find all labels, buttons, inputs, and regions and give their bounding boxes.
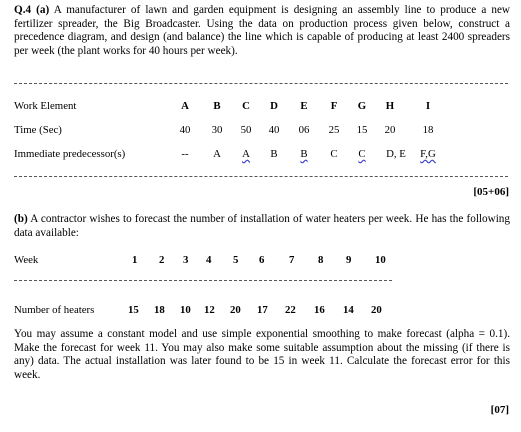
week-5: 5 bbox=[233, 254, 239, 266]
question-b-label: (b) bbox=[14, 213, 28, 225]
row-label-work-element: Work Element bbox=[14, 100, 77, 112]
heaters-week-1: 15 bbox=[128, 304, 139, 316]
heaters-week-10: 20 bbox=[371, 304, 382, 316]
time-e: 06 bbox=[298, 124, 310, 136]
row-label-predecessors: Immediate predecessor(s) bbox=[14, 148, 126, 160]
pred-a: -- bbox=[181, 148, 189, 160]
closing-paragraph: You may assume a constant model and use simple exponential smoothing to make forecast (alpha = 0.1). Make the forecast for week 11. You may also make some suitable assumption about the missing (if there is any) data. The actual installation was later found to be 15 in week 11. Calculate the forecast error for this week. bbox=[14, 328, 510, 381]
element-a: A bbox=[181, 100, 189, 112]
pred-d: B bbox=[270, 148, 278, 160]
pred-c: A bbox=[242, 148, 250, 160]
heaters-week-9: 14 bbox=[343, 304, 354, 316]
marks-part-a: [05+06] bbox=[473, 186, 509, 198]
heaters-week-5: 20 bbox=[230, 304, 241, 316]
divider-week bbox=[14, 280, 392, 281]
element-c: C bbox=[242, 100, 250, 112]
time-f: 25 bbox=[328, 124, 340, 136]
marks-part-b: [07] bbox=[490, 404, 509, 416]
question-a-paragraph bbox=[14, 4, 510, 58]
pred-i: F,G bbox=[420, 148, 436, 160]
time-c: 50 bbox=[240, 124, 252, 136]
week-7: 7 bbox=[289, 254, 295, 266]
divider-middle bbox=[14, 176, 508, 177]
row-label-time: Time (Sec) bbox=[14, 124, 62, 136]
week-2: 2 bbox=[159, 254, 165, 266]
question-b-text: A contractor wishes to forecast the number of installation of water heaters per week. He has the following data available: bbox=[14, 213, 510, 239]
pred-g: C bbox=[358, 148, 366, 160]
element-e: E bbox=[300, 100, 308, 112]
week-10: 10 bbox=[375, 254, 386, 266]
heaters-label: Number of heaters bbox=[14, 304, 95, 316]
question-a-label: Q.4 (a) bbox=[14, 4, 50, 16]
element-d: D bbox=[270, 100, 278, 112]
question-a-text: A manufacturer of lawn and garden equipment is designing an assembly line to produce a new fertilizer spreader, the Big Broadcaster. Using the data on production process given below, construct a precedence diagram, and design (and balance) the line which is capable of producing at least 2400 spreaders per week (the plant works for 40 hours per week). bbox=[14, 4, 511, 57]
heaters-week-6: 17 bbox=[257, 304, 268, 316]
time-g: 15 bbox=[356, 124, 368, 136]
heaters-week-4: 12 bbox=[204, 304, 215, 316]
element-g: G bbox=[357, 100, 367, 112]
pred-b: A bbox=[213, 148, 221, 160]
week-label: Week bbox=[14, 254, 39, 266]
time-i: 18 bbox=[422, 124, 434, 136]
time-b: 30 bbox=[211, 124, 223, 136]
week-8: 8 bbox=[318, 254, 324, 266]
week-3: 3 bbox=[183, 254, 189, 266]
heaters-week-2: 18 bbox=[154, 304, 165, 316]
element-f: F bbox=[330, 100, 338, 112]
heaters-week-7: 22 bbox=[285, 304, 296, 316]
pred-e: B bbox=[300, 148, 308, 160]
divider-top bbox=[14, 83, 508, 84]
element-h: H bbox=[385, 100, 395, 112]
time-a: 40 bbox=[179, 124, 191, 136]
time-h: 20 bbox=[384, 124, 396, 136]
time-d: 40 bbox=[268, 124, 280, 136]
element-i: I bbox=[425, 100, 431, 112]
element-b: B bbox=[213, 100, 221, 112]
pred-f: C bbox=[330, 148, 338, 160]
week-9: 9 bbox=[346, 254, 352, 266]
heaters-week-8: 16 bbox=[314, 304, 325, 316]
week-1: 1 bbox=[132, 254, 138, 266]
week-4: 4 bbox=[206, 254, 212, 266]
week-6: 6 bbox=[259, 254, 265, 266]
heaters-week-3: 10 bbox=[180, 304, 191, 316]
question-b-paragraph bbox=[14, 213, 510, 240]
pred-h: D, E bbox=[386, 148, 406, 160]
